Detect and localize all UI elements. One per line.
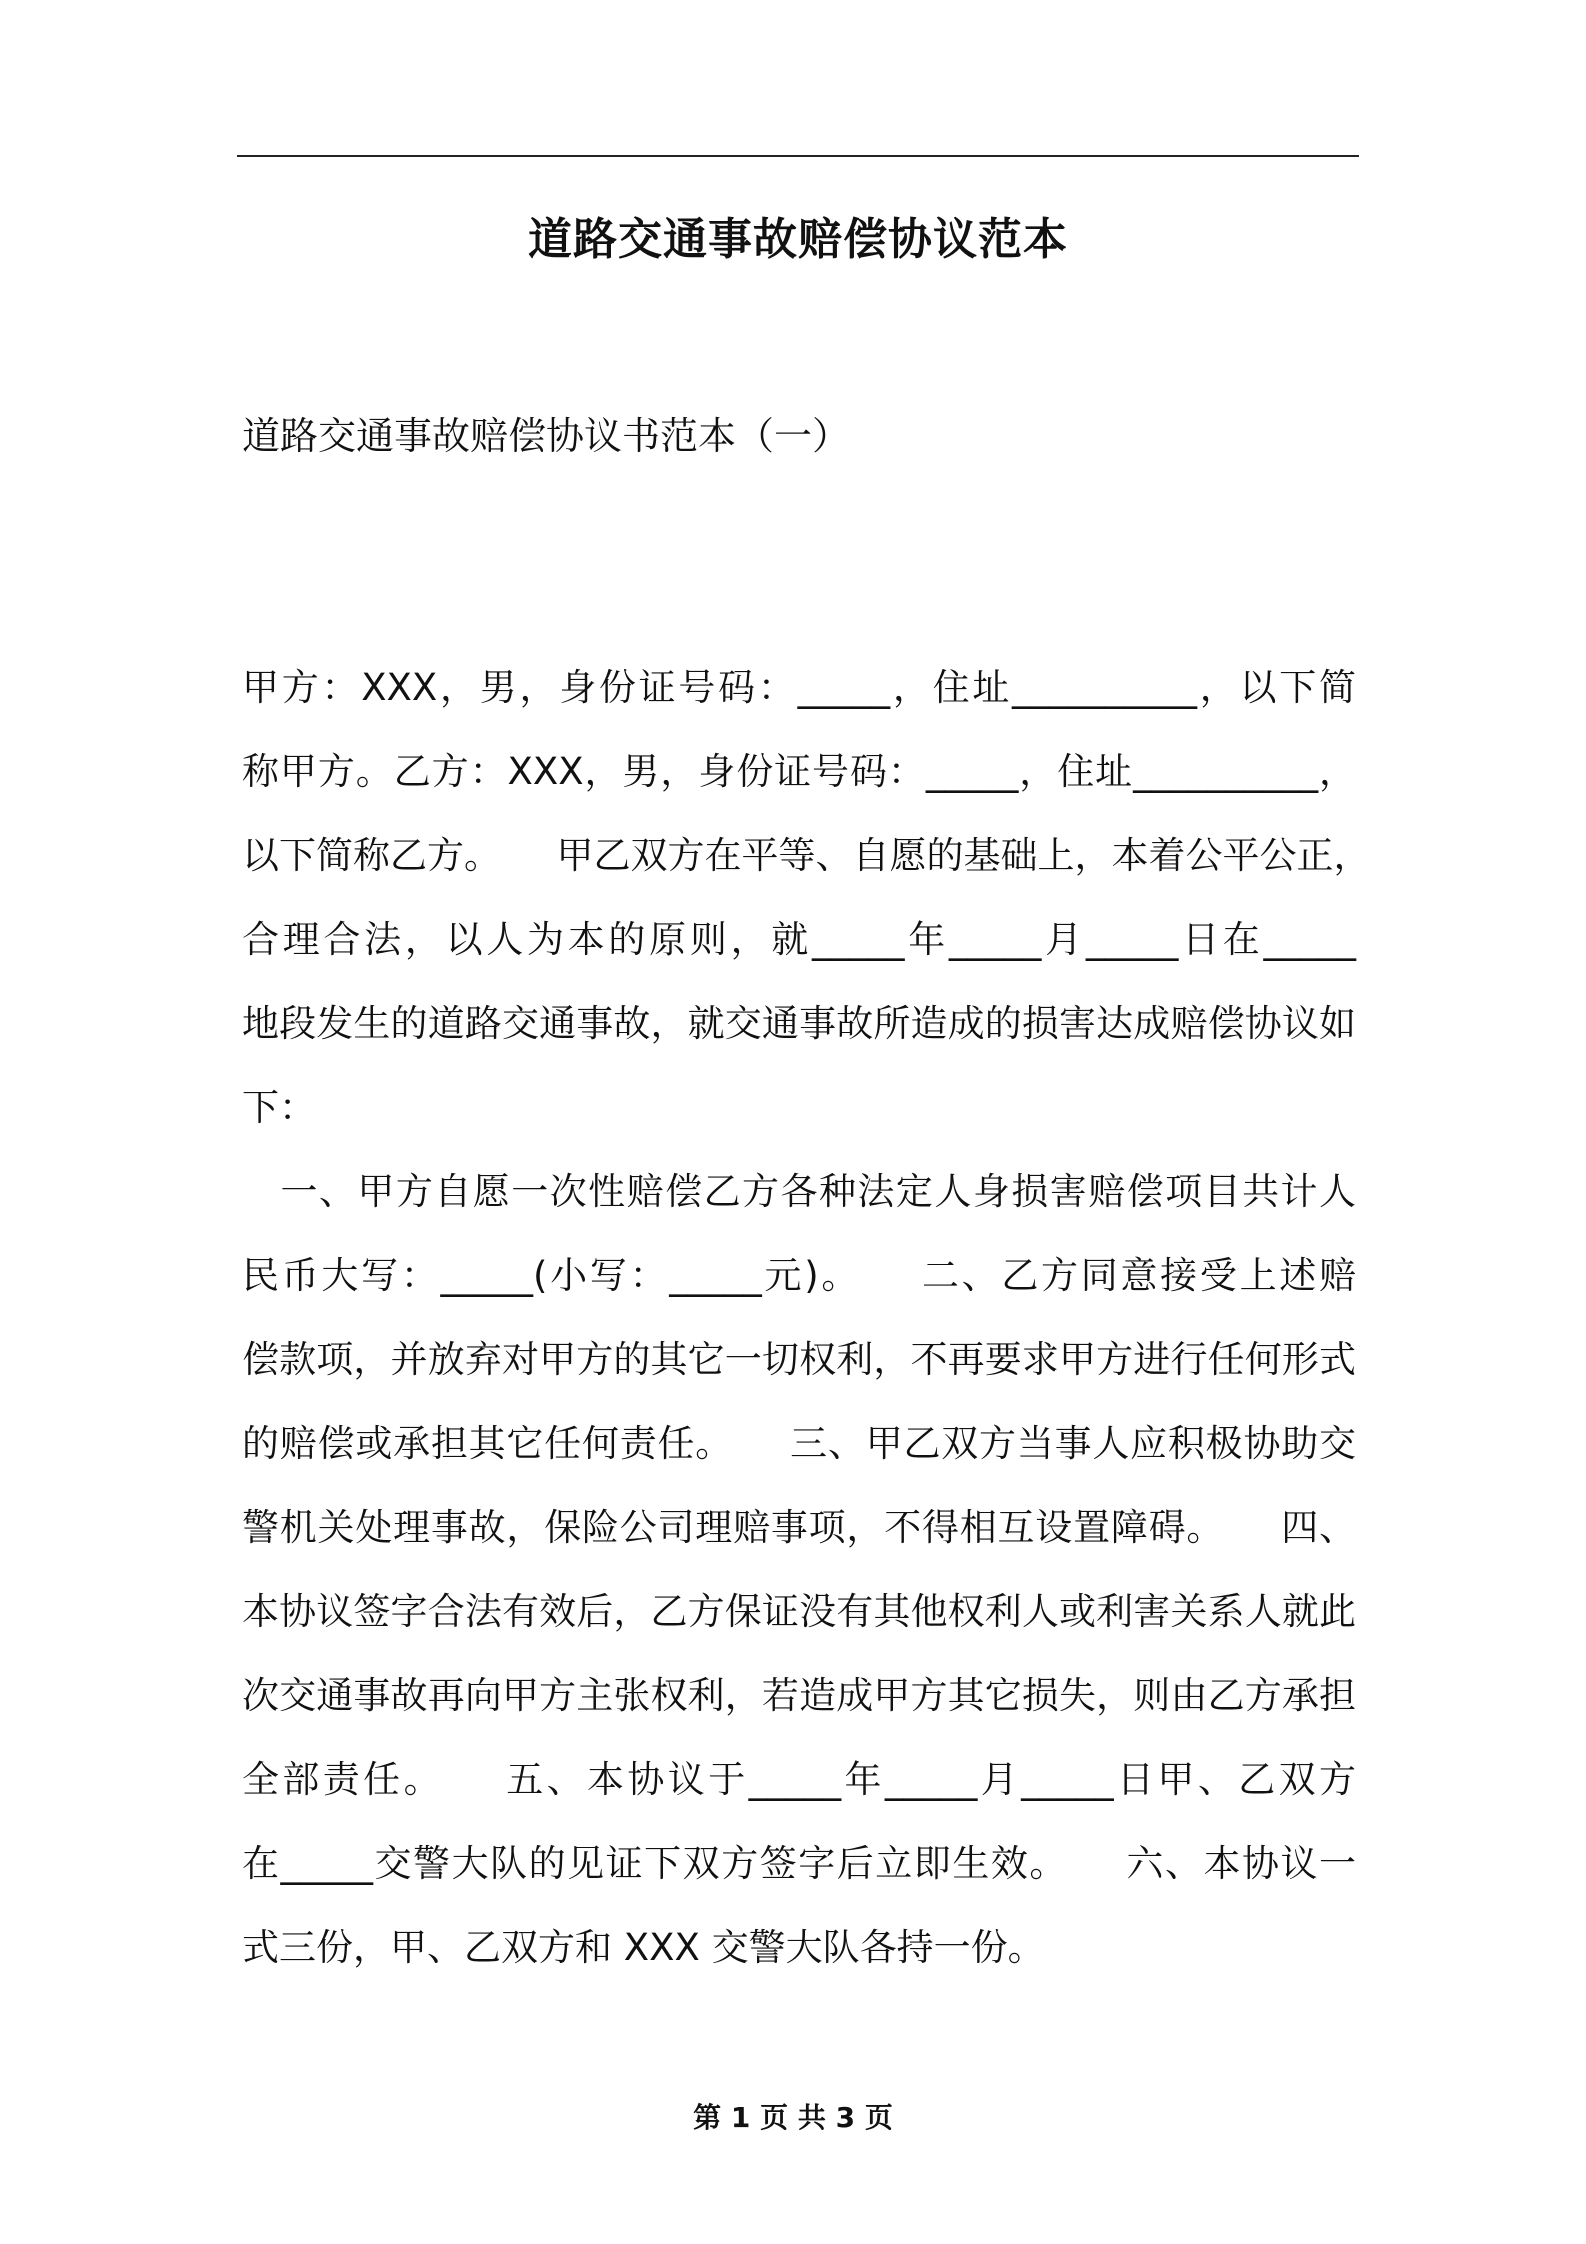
body-line: 下： <box>242 1086 316 1129</box>
body-line: 民币大写：_____(小写：_____元)。 二、乙方同意接受上述赔 <box>242 1254 1356 1297</box>
header-divider <box>237 155 1359 157</box>
body-line: 以下简称乙方。 甲乙双方在平等、自愿的基础上，本着公平公正， <box>242 834 1371 877</box>
body-line: 称甲方。乙方：XXX，男，身份证号码：_____，住址__________， <box>242 750 1356 793</box>
body-line: 的赔偿或承担其它任何责任。 三、甲乙双方当事人应积极协助交 <box>242 1422 1356 1465</box>
section-heading: 道路交通事故赔偿协议书范本（一） <box>242 414 851 458</box>
document-title: 道路交通事故赔偿协议范本 <box>528 214 1068 265</box>
body-line: 地段发生的道路交通事故，就交通事故所造成的损害达成赔偿协议如 <box>242 1002 1356 1045</box>
body-line: 在_____交警大队的见证下双方签字后立即生效。 六、本协议一 <box>242 1842 1356 1885</box>
body-line: 一、甲方自愿一次性赔偿乙方各种法定人身损害赔偿项目共计人 <box>242 1170 1356 1213</box>
body-line: 甲方：XXX，男，身份证号码：_____，住址__________，以下简 <box>242 666 1356 709</box>
body-line: 合理合法，以人为本的原则，就_____年_____月_____日在_____ <box>242 918 1356 961</box>
body-line: 次交通事故再向甲方主张权利，若造成甲方其它损失，则由乙方承担 <box>242 1674 1356 1717</box>
body-line: 本协议签字合法有效后，乙方保证没有其他权利人或利害关系人就此 <box>242 1590 1356 1633</box>
body-line: 全部责任。 五、本协议于_____年_____月_____日甲、乙双方 <box>242 1758 1356 1801</box>
body-line: 式三份，甲、乙双方和 XXX 交警大队各持一份。 <box>242 1926 1045 1969</box>
page-number: 第 1 页 共 3 页 <box>693 2101 893 2134</box>
body-line: 偿款项，并放弃对甲方的其它一切权利，不再要求甲方进行任何形式 <box>242 1338 1356 1381</box>
body-line: 警机关处理事故，保险公司理赔事项，不得相互设置障碍。 四、 <box>242 1506 1356 1549</box>
